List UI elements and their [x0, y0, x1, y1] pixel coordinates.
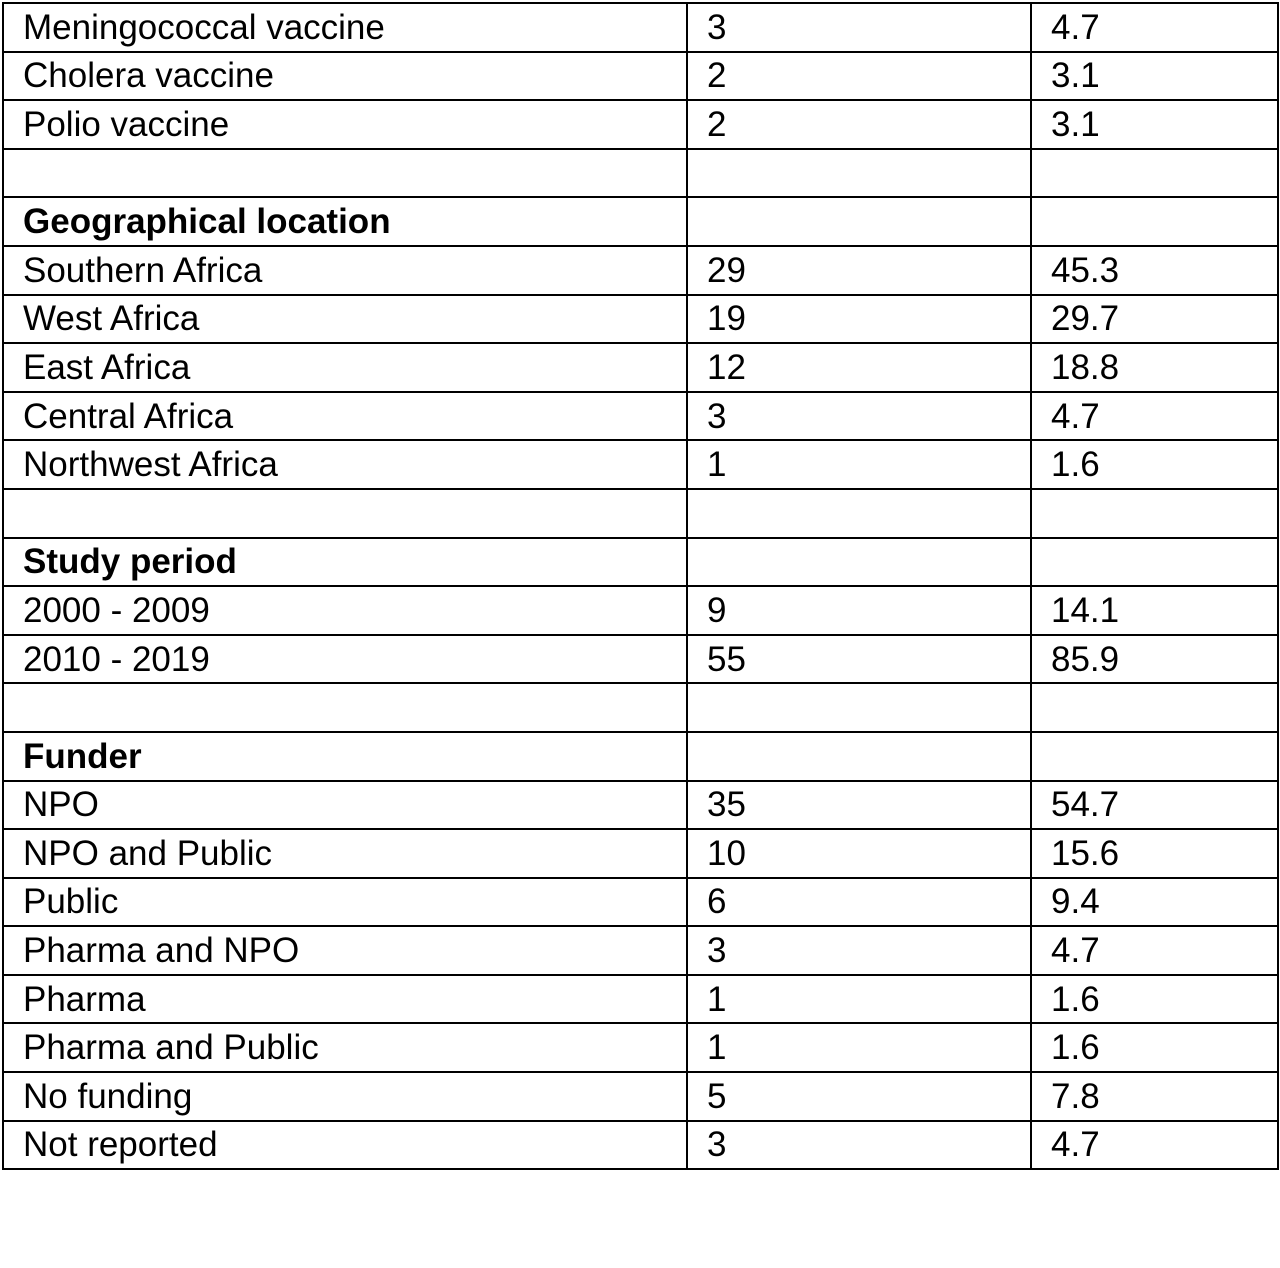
table-row — [3, 1023, 1278, 1072]
table-row — [3, 52, 1278, 101]
percent-cell: 7.8 — [1031, 1072, 1278, 1121]
row-label-cell: Pharma — [3, 975, 687, 1024]
table-row — [3, 1072, 1278, 1121]
spacer-row — [3, 489, 1278, 538]
row-label-cell: Pharma and Public — [3, 1023, 687, 1072]
row-label-cell: Not reported — [3, 1121, 687, 1170]
count-cell: 6 — [687, 878, 1031, 927]
table-row — [3, 781, 1278, 830]
row-label-cell: Cholera vaccine — [3, 52, 687, 101]
percent-cell: 1.6 — [1031, 1023, 1278, 1072]
table-row — [3, 586, 1278, 635]
row-label-cell — [3, 489, 687, 538]
row-label-cell: Southern Africa — [3, 246, 687, 295]
table-row — [3, 100, 1278, 149]
count-cell: 1 — [687, 975, 1031, 1024]
spacer-row — [3, 149, 1278, 198]
row-label-cell: Study period — [3, 538, 687, 587]
count-cell: 3 — [687, 3, 1031, 52]
count-cell: 2 — [687, 52, 1031, 101]
row-label-cell: West Africa — [3, 295, 687, 344]
row-label-cell: NPO — [3, 781, 687, 830]
count-cell — [687, 538, 1031, 587]
table-row — [3, 440, 1278, 489]
percent-cell: 9.4 — [1031, 878, 1278, 927]
count-cell: 55 — [687, 635, 1031, 684]
count-cell: 5 — [687, 1072, 1031, 1121]
spacer-row — [3, 683, 1278, 732]
row-label-cell: Polio vaccine — [3, 100, 687, 149]
row-label-cell: No funding — [3, 1072, 687, 1121]
table-row — [3, 975, 1278, 1024]
count-cell: 29 — [687, 246, 1031, 295]
table-row — [3, 829, 1278, 878]
count-cell: 3 — [687, 926, 1031, 975]
percent-cell: 4.7 — [1031, 392, 1278, 441]
percent-cell — [1031, 732, 1278, 781]
row-label-cell: Funder — [3, 732, 687, 781]
row-label-cell: NPO and Public — [3, 829, 687, 878]
table-row — [3, 246, 1278, 295]
percent-cell: 29.7 — [1031, 295, 1278, 344]
percent-cell: 1.6 — [1031, 975, 1278, 1024]
percent-cell: 54.7 — [1031, 781, 1278, 830]
percent-cell: 85.9 — [1031, 635, 1278, 684]
section-header-row — [3, 197, 1278, 246]
row-label-cell: Geographical location — [3, 197, 687, 246]
count-cell — [687, 683, 1031, 732]
count-cell: 12 — [687, 343, 1031, 392]
row-label-cell: East Africa — [3, 343, 687, 392]
row-label-cell: Central Africa — [3, 392, 687, 441]
percent-cell: 18.8 — [1031, 343, 1278, 392]
data-table — [2, 2, 1279, 1170]
table-row — [3, 878, 1278, 927]
percent-cell: 1.6 — [1031, 440, 1278, 489]
row-label-cell: Meningococcal vaccine — [3, 3, 687, 52]
count-cell: 19 — [687, 295, 1031, 344]
count-cell — [687, 732, 1031, 781]
section-header-row — [3, 538, 1278, 587]
table-row — [3, 343, 1278, 392]
table-row — [3, 1121, 1278, 1170]
row-label-cell — [3, 683, 687, 732]
percent-cell — [1031, 538, 1278, 587]
percent-cell: 3.1 — [1031, 52, 1278, 101]
table-row — [3, 635, 1278, 684]
percent-cell — [1031, 489, 1278, 538]
percent-cell: 14.1 — [1031, 586, 1278, 635]
row-label-cell: Northwest Africa — [3, 440, 687, 489]
table-row — [3, 3, 1278, 52]
percent-cell: 4.7 — [1031, 3, 1278, 52]
table-body — [3, 3, 1278, 1169]
percent-cell: 3.1 — [1031, 100, 1278, 149]
count-cell — [687, 149, 1031, 198]
count-cell: 9 — [687, 586, 1031, 635]
percent-cell: 4.7 — [1031, 1121, 1278, 1170]
count-cell: 2 — [687, 100, 1031, 149]
count-cell: 3 — [687, 1121, 1031, 1170]
count-cell: 1 — [687, 440, 1031, 489]
percent-cell — [1031, 197, 1278, 246]
section-header-row — [3, 732, 1278, 781]
percent-cell — [1031, 683, 1278, 732]
row-label-cell: Public — [3, 878, 687, 927]
row-label-cell: Pharma and NPO — [3, 926, 687, 975]
table-row — [3, 392, 1278, 441]
row-label-cell: 2000 - 2009 — [3, 586, 687, 635]
table-row — [3, 926, 1278, 975]
percent-cell: 4.7 — [1031, 926, 1278, 975]
percent-cell: 15.6 — [1031, 829, 1278, 878]
percent-cell: 45.3 — [1031, 246, 1278, 295]
count-cell: 35 — [687, 781, 1031, 830]
row-label-cell — [3, 149, 687, 198]
count-cell: 10 — [687, 829, 1031, 878]
percent-cell — [1031, 149, 1278, 198]
count-cell — [687, 197, 1031, 246]
row-label-cell: 2010 - 2019 — [3, 635, 687, 684]
count-cell: 1 — [687, 1023, 1031, 1072]
count-cell — [687, 489, 1031, 538]
table-row — [3, 295, 1278, 344]
count-cell: 3 — [687, 392, 1031, 441]
